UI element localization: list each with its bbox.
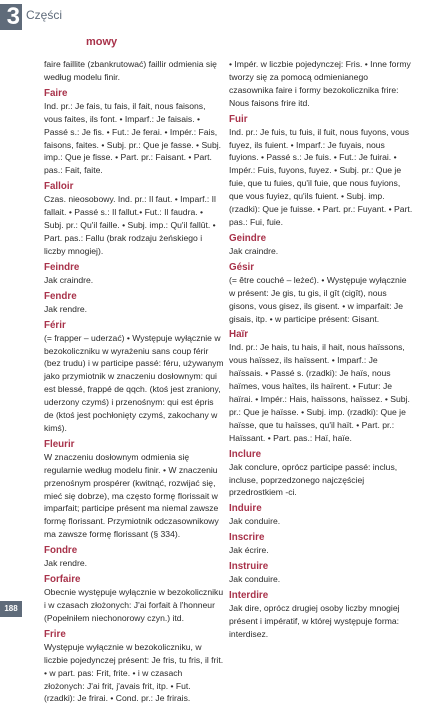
entry-text: (= frapper – uderzać) • Występuje wyłącznie w bezokoliczniku w wyrażeniu sans coup férir (bez trudu) i w participe passé: féru, używanym jako przymiotnik w znaczeniu dosłownym: qui est blessé, frappé de qqch. (ktoś jest zraniony, uderzony czymś) i przenośnym: qui est épris de (ktoś jest pochłonięty czymś, zakochany w kimś).: [44, 332, 224, 433]
entry-text: Jak craindre.: [44, 274, 94, 285]
entry-text: Jak rendre.: [44, 558, 87, 569]
entry-heading: Fleurir: [44, 438, 75, 450]
entry-text: Jak écrire.: [229, 545, 269, 556]
entry-heading: Gésir: [229, 261, 255, 273]
entry-text: Jak rendre.: [44, 303, 87, 314]
chapter-title: Części: [26, 8, 63, 22]
entry-text: • Impér. w liczbie pojedynczej: Fris. • Inne formy tworzy się za pomocą odmienianego czasownika faire i formy bezokolicznika frire: Nous faisons frire itd.: [229, 59, 411, 108]
entry-heading: Faire: [44, 87, 68, 99]
chapter-subtitle: mowy: [86, 36, 118, 48]
page-header: [0, 0, 435, 48]
entry-heading: Fendre: [44, 290, 77, 302]
entry-heading: Frire: [44, 628, 66, 640]
entry-text: Jak conduire.: [229, 574, 281, 585]
right-column: [229, 58, 413, 642]
entry-heading: Interdire: [229, 590, 269, 602]
entry-text: Ind. pr.: Je fuis, tu fuis, il fuit, nous fuyons, vous fuyez, ils fuient. • Imparf.: Je fuyais, nous fuyions. • Passé s.: Je fuis. • Fut.: Je fuirai. • Impér.: Fuis, fuyons, fuyez. • Subj. pr.: Que je fuie, que tu fuies, qu'il fuie, que nous fuyions, que vous fuyiez, qu'ils fuient. • Subj. imp. (rzadki): Que je fuisse. • Part. pr.: Fuyant. • Part. pas.: Fui, fuie.: [229, 126, 413, 227]
entry-heading: Forfaire: [44, 574, 81, 586]
entry-heading: Inclure: [229, 448, 262, 460]
entry-heading: Férir: [44, 319, 66, 331]
entry-heading: Feindre: [44, 261, 80, 273]
entry-text: W znaczeniu dosłownym odmienia się regularnie według modelu finir. • W znaczeniu przenośnym prospérer (kwitnąć, rozwijać się, mieć się dobrze), ma często formę florissait w imparfait; participe présent ma niemal zawsze formę florissant. Przymiotnik odczasownikowy ma zawsze formę florissant (§ 334).: [44, 451, 219, 540]
entry-text: Występuje wyłącznie w bezokoliczniku, w liczbie pojedynczej présent: Je fris, tu fris, il frit. • w part. pas: Frit, frite. • i w czasach złożonych: J'ai frit, j'avais frit, itp. • Fut. (rzadki): Je frirai. • Cond. pr.: Je frirais.: [44, 641, 224, 704]
entry-text: Jak conclure, oprócz participe passé: inclus, incluse, poprzedzonego najczęściej przedrostkiem -ci.: [229, 461, 398, 498]
entry-heading: Inscrire: [229, 532, 265, 544]
entry-heading: Fuir: [229, 113, 248, 125]
entry-heading: Falloir: [44, 181, 74, 193]
chapter-number: 3: [0, 4, 22, 30]
entry-heading: Induire: [229, 503, 262, 515]
entry-text: Ind. pr.: Je fais, tu fais, il fait, nous faisons, vous faites, ils font. • Imparf.: Je faisais. • Passé s.: Je fis. • Fut.: Je ferai. • Impér.: Fais, faisons, faites. • Subj. pr.: Que je fasse. • Subj. imp.: Que je fisse. • Part. pr.: Faisant. • Part. pas.: Fait, faite.: [44, 100, 222, 176]
entry-heading: Instruire: [229, 561, 269, 573]
entry-text: faire faillite (zbankrutować) faillir odmienia się według modelu finir.: [44, 59, 217, 82]
entry-text: Jak dire, oprócz drugiej osoby liczby mnogiej présent i impératif, w której występuje forma: interdisez.: [229, 603, 400, 639]
entry-text: Czas. nieosobowy. Ind. pr.: Il faut. • Imparf.: Il fallait. • Passé s.: Il fallut.• Fut.: Il faudra. • Subj. pr.: Qu'il faille. • Subj. imp.: Qu'il fallût. • Part. pas.: Fallu (brak rodzaju żeńskiego i liczby mnogiej).: [44, 194, 216, 256]
entry-heading: Geindre: [229, 232, 267, 244]
page-number: 188: [0, 601, 22, 617]
entry-text: (= être couché – leżeć). • Występuje wyłącznie w présent: Je gis, tu gis, il gît (cigît), nous gisons, vous gisez, ils gisent. • w imparfait: Je gisais, itp. • w participe présent: Gisant.: [229, 274, 407, 324]
entry-text: Jak conduire.: [229, 516, 281, 527]
left-column: [44, 58, 224, 706]
entry-heading: Fondre: [44, 545, 78, 557]
entry-text: Ind. pr.: Je hais, tu hais, il hait, nous haïssons, vous haïssez, ils haïssent. • Imparf.: Je haïssais. • Passé s. (rzadki): Je haïs, nous haïmes, vous haïtes, ils haïrent. • Futur: Je haïrai. • Impér.: Hais, haïssons, haïssez. • Subj. pr.: Que je haïsse. • Subj. imp. (rzadki): Que je haïsse, que tu haïsses, qu'il haït. • Part. pr.: Haïssant. • Part. pas.: Haï, haïe.: [229, 342, 410, 443]
entry-text: Obecnie występuje wyłącznie w bezokoliczniku i w czasach złożonych: J'ai forfait à l'honneur (Popełniłem niechonorowy czyn.) itd.: [44, 587, 224, 623]
entry-heading: Haïr: [229, 329, 249, 341]
entry-text: Jak craindre.: [229, 245, 279, 256]
